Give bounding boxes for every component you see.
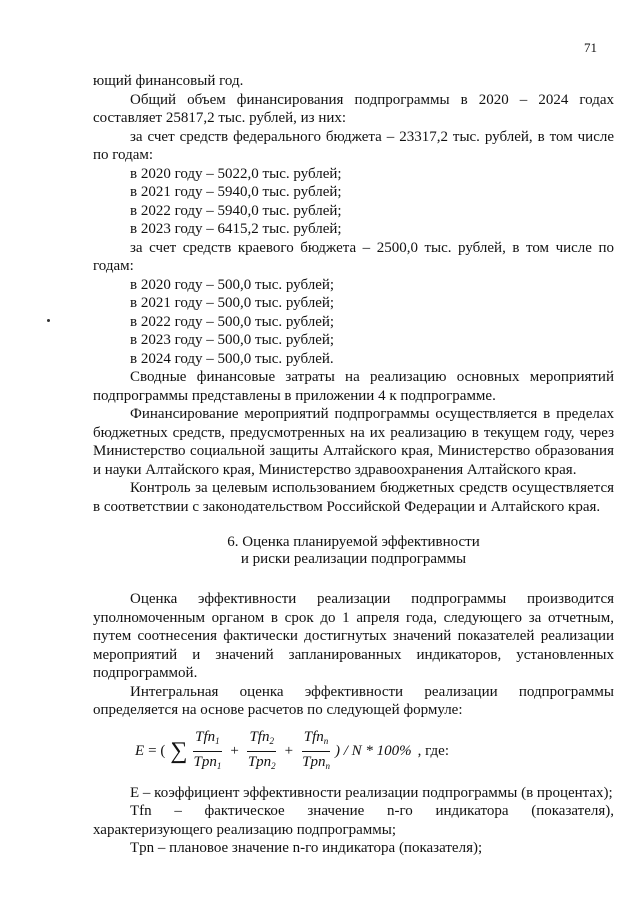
formula-equals: = ( xyxy=(148,743,166,760)
paragraph: ющий финансовый год. xyxy=(93,73,244,89)
list-item: в 2023 году – 6415,2 тыс. рублей; xyxy=(130,221,342,237)
fraction-n-numerator-sub: n xyxy=(323,735,329,746)
list-item: в 2021 году – 5940,0 тыс. рублей; xyxy=(130,184,342,200)
efficiency-formula xyxy=(93,722,614,778)
fraction-2-denominator: Tpn xyxy=(247,754,272,770)
formula-fraction-n xyxy=(300,728,332,776)
list-item: в 2022 году – 500,0 тыс. рублей; xyxy=(130,313,335,330)
paragraph: Tpn – плановое значение n-го индикатора (показателя); xyxy=(130,840,483,856)
paragraph: за счет средств федерального бюджета – 23317,2 тыс. рублей, в том числе по годам: xyxy=(93,128,614,163)
fraction-2-denominator-sub: 2 xyxy=(271,761,276,771)
paragraph: Tfn – фактическое значение n-го индикатора (показателя), характеризующего реализацию подпрограммы; xyxy=(93,803,614,838)
fraction-n-denominator: Tpn xyxy=(302,754,326,770)
list-item: в 2021 году – 500,0 тыс. рублей; xyxy=(130,295,335,311)
list-item: в 2022 году – 5940,0 тыс. рублей; xyxy=(130,202,342,219)
formula-tail: ) / N * 100% xyxy=(334,743,412,760)
section-heading xyxy=(93,534,614,568)
list-item: в 2024 году – 500,0 тыс. рублей. xyxy=(130,350,334,367)
fraction-1-denominator-sub: 1 xyxy=(216,761,222,771)
formula-lhs: E xyxy=(135,743,145,760)
definitions-section xyxy=(93,784,614,858)
fraction-n-denominator-sub: n xyxy=(325,761,330,771)
section-heading-line-1: 6. Оценка планируемой эффективности xyxy=(227,534,480,550)
fraction-n-numerator: Tfn xyxy=(303,728,324,745)
plus-sign-2: + xyxy=(284,743,294,760)
paragraph: Контроль за целевым использованием бюджетных средств осуществляется в соответствии с законодательством Российской Федерации и Алтайского края. xyxy=(93,480,614,515)
paragraph: за счет средств краевого бюджета – 2500,0 тыс. рублей, в том числе по годам: xyxy=(93,239,614,274)
paragraph: Финансирование мероприятий подпрограммы осуществляется в пределах бюджетных средств, предусмотренных на их реализацию в текущем году, через Министерство социальной защиты Алтайского края, Министерство образования и науки Алтайского края, Министерство здравоохранения Алтайского края. xyxy=(93,406,614,478)
section-heading-line-2: и риски реализации подпрограммы xyxy=(240,551,467,567)
plus-sign-1: + xyxy=(230,743,239,760)
paragraph: Сводные финансовые затраты на реализацию основных мероприятий подпрограммы представлены в приложении 4 к подпрограмме. xyxy=(93,369,614,404)
paragraph: Оценка эффективности реализации подпрограммы производится уполномоченным органом в срок до 1 апреля года, следующего за отчетным, путем соотнесения фактически достигнутых значений показателей реализации мероприятий и значений запланированных индикаторов, установленных подпрограммой. xyxy=(93,591,614,681)
paragraph: Интегральная оценка эффективности реализации подпрограммы определяется на основе расчетов по следующей формуле: xyxy=(93,683,614,718)
paragraph: Общий объем финансирования подпрограммы в 2020 – 2024 годах составляет 25817,2 тыс. рублей, из них: xyxy=(93,91,614,126)
sigma-symbol: ∑ xyxy=(170,738,188,765)
scan-speck xyxy=(47,319,50,322)
fraction-1-denominator: Tpn xyxy=(193,754,217,770)
efficiency-section xyxy=(93,590,614,720)
list-item: в 2023 году – 500,0 тыс. рублей; xyxy=(130,332,335,348)
fraction-1-numerator: Tfn xyxy=(195,728,216,745)
paragraph: E – коэффициент эффективности реализации подпрограммы (в процентах); xyxy=(130,784,613,801)
financing-section xyxy=(93,72,614,516)
page-number: 71 xyxy=(584,40,597,55)
fraction-2-numerator: Tfn xyxy=(249,728,270,745)
fraction-2-numerator-sub: 2 xyxy=(269,735,274,746)
fraction-1-numerator-sub: 1 xyxy=(215,735,220,746)
formula-where: , где: xyxy=(417,743,450,760)
list-item: в 2020 году – 5022,0 тыс. рублей; xyxy=(130,165,342,182)
formula-fraction-1 xyxy=(192,728,224,776)
list-item: в 2020 году – 500,0 тыс. рублей; xyxy=(130,276,335,293)
formula-fraction-2 xyxy=(246,728,278,776)
body-text xyxy=(93,72,614,858)
